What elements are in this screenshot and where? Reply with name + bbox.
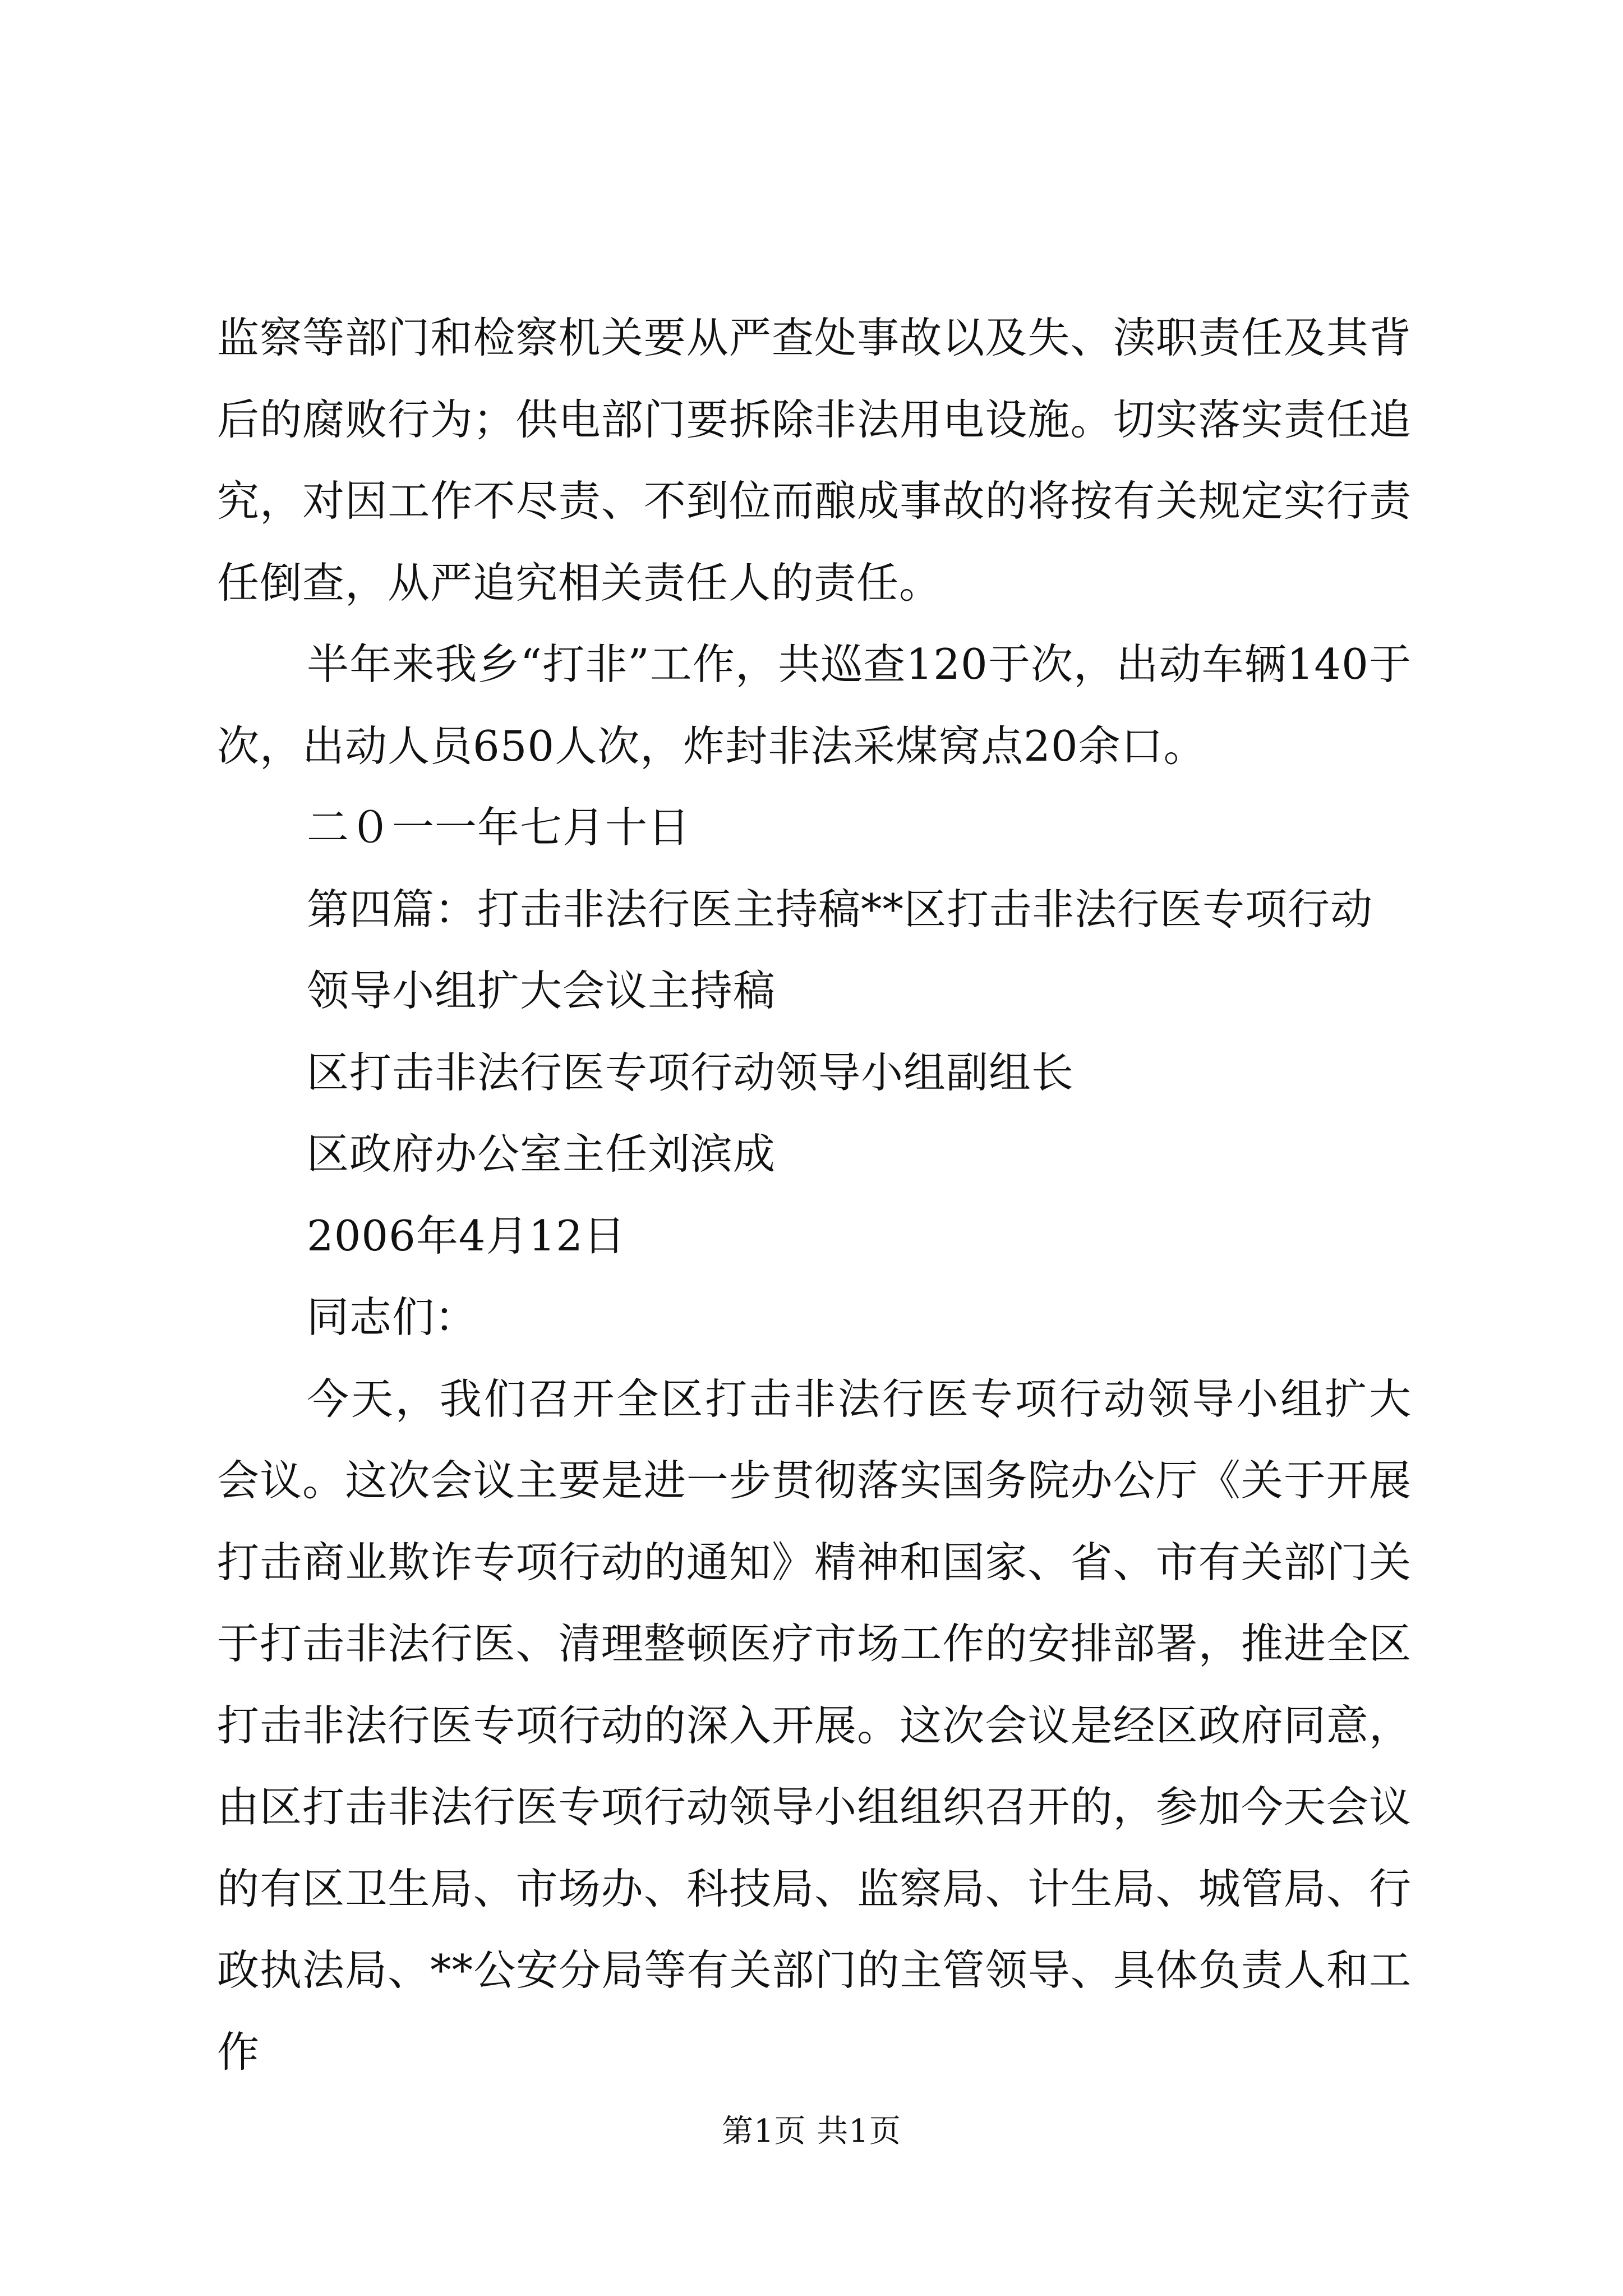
speaker-title: 区打击非法行医专项行动领导小组副组长	[307, 1047, 1075, 1097]
paragraph-dafei-summary: 半年来我乡“打非”工作，共巡查120于次，出动车辆140于次，出动人员650人次，炸封非法采煤窝点20余口。	[217, 639, 1412, 771]
speaker-name: 区政府办公室主任刘滨成	[307, 1129, 776, 1179]
page-footer: 第1页 共1页	[721, 2113, 902, 2150]
speech-date: 2006年4月12日	[307, 1211, 626, 1260]
section-heading: 第四篇：打击非法行医主持稿**区打击非法行医专项行动	[307, 884, 1373, 934]
date-line: 二０一一年七月十日	[307, 803, 691, 852]
paragraph-meeting-intro: 今天，我们召开全区打击非法行医专项行动领导小组扩大会议。这次会议主要是进一步贯彻落实国务院办公厅《关于开展打击商业欺诈专项行动的通知》精神和国家、省、市有关部门关于打击非法行医、清理整顿医疗市场工作的安排部署，推进全区打击非法行医专项行动的深入开展。这次会议是经区政府同意，由区打击非法行医专项行动领导小组组织召开的，参加今天会议的有区卫生局、市场办、科技局、监察局、计生局、城管局、行政执法局、**公安分局等有关部门的主管领导、具体负责人和工作	[217, 1374, 1412, 2077]
document-body	[217, 297, 1412, 2093]
salutation: 同志们：	[307, 1292, 478, 1342]
section-heading-continued: 领导小组扩大会议主持稿	[307, 966, 776, 1015]
paragraph-continuation: 监察等部门和检察机关要从严查处事故以及失、渎职责任及其背后的腐败行为；供电部门要拆除非法用电设施。切实落实责任追究，对因工作不尽责、不到位而酿成事故的将按有关规定实行责任倒查，从严追究相关责任人的责任。	[217, 313, 1412, 608]
